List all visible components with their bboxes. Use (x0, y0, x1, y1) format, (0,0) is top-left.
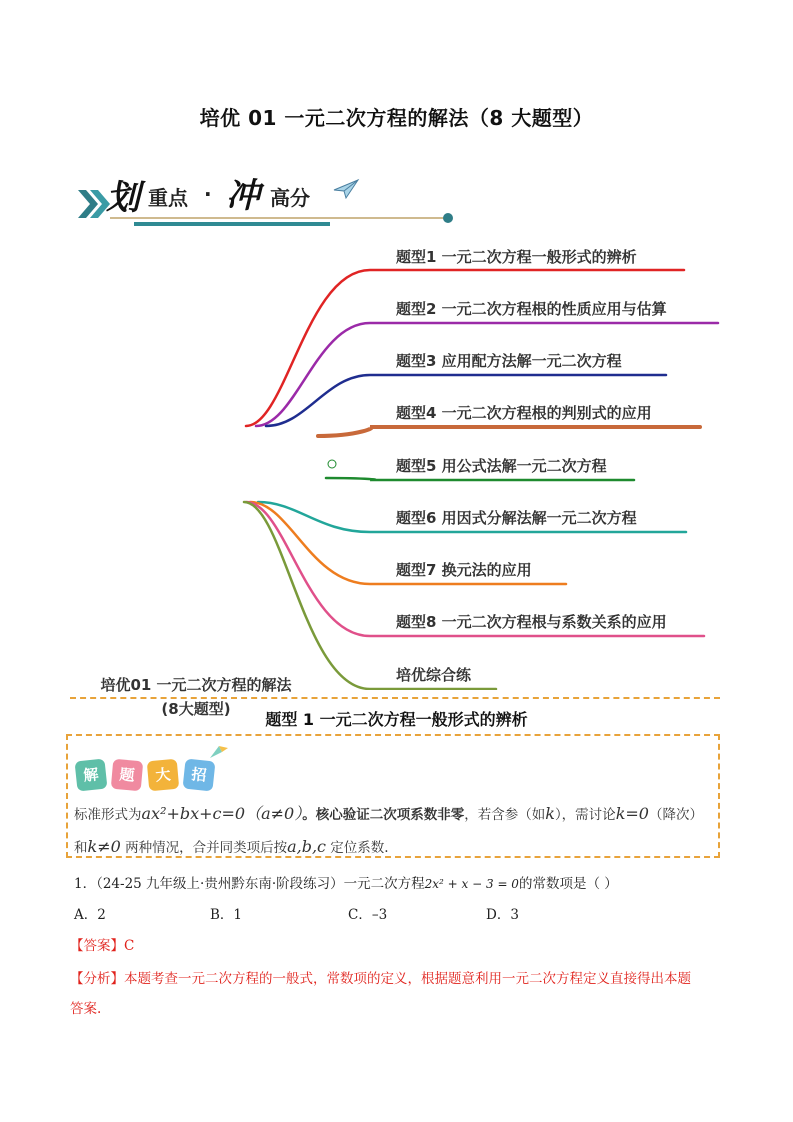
section-heading: 题型 1 一元二次方程一般形式的辨析 (265, 710, 528, 729)
mind-map (0, 230, 793, 718)
branch-label-6: 题型6 用因式分解法解一元二次方程 (396, 509, 637, 527)
answer-line (70, 934, 134, 954)
standard-form-formula: ax²+bx+c=0（a≠0） (141, 804, 303, 823)
tip-line-2-end: 定位系数. (326, 840, 389, 856)
question-text: 1．（24-25 九年级上·贵州黔东南·阶段练习）一元二次方程 (74, 876, 425, 892)
mind-map-root-line2: (8大题型) (161, 700, 231, 718)
branch-curve-5 (326, 478, 634, 480)
tip-badge-1: 解 (75, 759, 108, 792)
collapse-marker-icon (328, 460, 336, 468)
tip-badge-2: 题 (111, 759, 144, 792)
k-not-zero: k≠0 (87, 837, 121, 856)
answer-value: C (124, 938, 135, 954)
tip-line-1-prefix: 标准形式为 (74, 807, 142, 823)
k-equals-zero: k=0 (615, 804, 649, 823)
branch-label-2: 题型2 一元二次方程根的性质应用与估算 (396, 300, 667, 318)
tip-line-2 (74, 831, 716, 864)
tip-line-1-text: ，若含参（如 (464, 807, 546, 823)
tip-key-point: 。核心验证二次项系数非零 (302, 807, 465, 823)
banner-brush-char-1: 划 (106, 178, 140, 218)
tip-line-2-text: 两种情况，合并同类项后按 (120, 840, 288, 856)
banner-brush-char-2: 冲 (226, 176, 260, 216)
page-title: 培优 01 一元二次方程的解法（8 大题型） (199, 106, 594, 130)
analysis-block (70, 964, 730, 1024)
branch-label-1: 题型1 一元二次方程一般形式的辨析 (396, 248, 637, 266)
tip-text (74, 798, 716, 864)
coefficients-abc: a,b,c (287, 837, 326, 856)
question-stem (74, 872, 618, 892)
section-banner (76, 168, 456, 228)
tip-badge-4: 招 (183, 759, 216, 792)
branch-label-9: 培优综合练 (396, 666, 472, 684)
ribbon-icon (210, 744, 228, 760)
analysis-label: 【分析】 (70, 971, 124, 987)
banner-dot: · (204, 182, 212, 206)
banner-text-1: 重点 (148, 186, 188, 210)
option-b: B．1 (210, 907, 243, 923)
branch-label-8: 题型8 一元二次方程根与系数关系的应用 (396, 613, 667, 631)
tip-line-1 (74, 798, 716, 831)
tip-box (66, 734, 720, 858)
tip-line-2-prefix: 和 (74, 840, 88, 856)
branch-label-7: 题型7 换元法的应用 (396, 561, 532, 579)
answer-label: 【答案】 (70, 938, 124, 954)
param-k: k (545, 804, 555, 823)
branch-label-5: 题型5 用公式法解一元二次方程 (396, 457, 607, 475)
mind-map-root-line1: 培优01 一元二次方程的解法 (100, 676, 292, 694)
paper-plane-icon (332, 178, 360, 200)
branch-label-4: 题型4 一元二次方程根的判别式的应用 (396, 404, 652, 422)
analysis-text: 本题考查一元二次方程的一般式，常数项的定义，根据题意利用一元二次方程定义直接得出本题 (124, 971, 691, 987)
section-divider (70, 697, 720, 699)
analysis-text-2: 答案. (70, 1001, 102, 1017)
option-d: D．3 (486, 907, 519, 923)
option-c: C．–3 (348, 907, 388, 923)
question-text-end: 的常数项是（ ） (518, 876, 618, 892)
banner-text-2: 高分 (270, 186, 310, 210)
branch-curve-9 (244, 502, 496, 689)
question-equation: 2x² + x − 3 = 0 (424, 877, 519, 891)
tip-line-1-text-2: ），需讨论 (554, 807, 616, 823)
branch-label-3: 题型3 应用配方法解一元二次方程 (396, 352, 622, 370)
tip-line-1-end: （降次） (648, 807, 703, 823)
tip-badge-3: 大 (147, 759, 180, 792)
option-a: A．2 (74, 907, 106, 923)
branch-curve-4 (318, 427, 700, 436)
